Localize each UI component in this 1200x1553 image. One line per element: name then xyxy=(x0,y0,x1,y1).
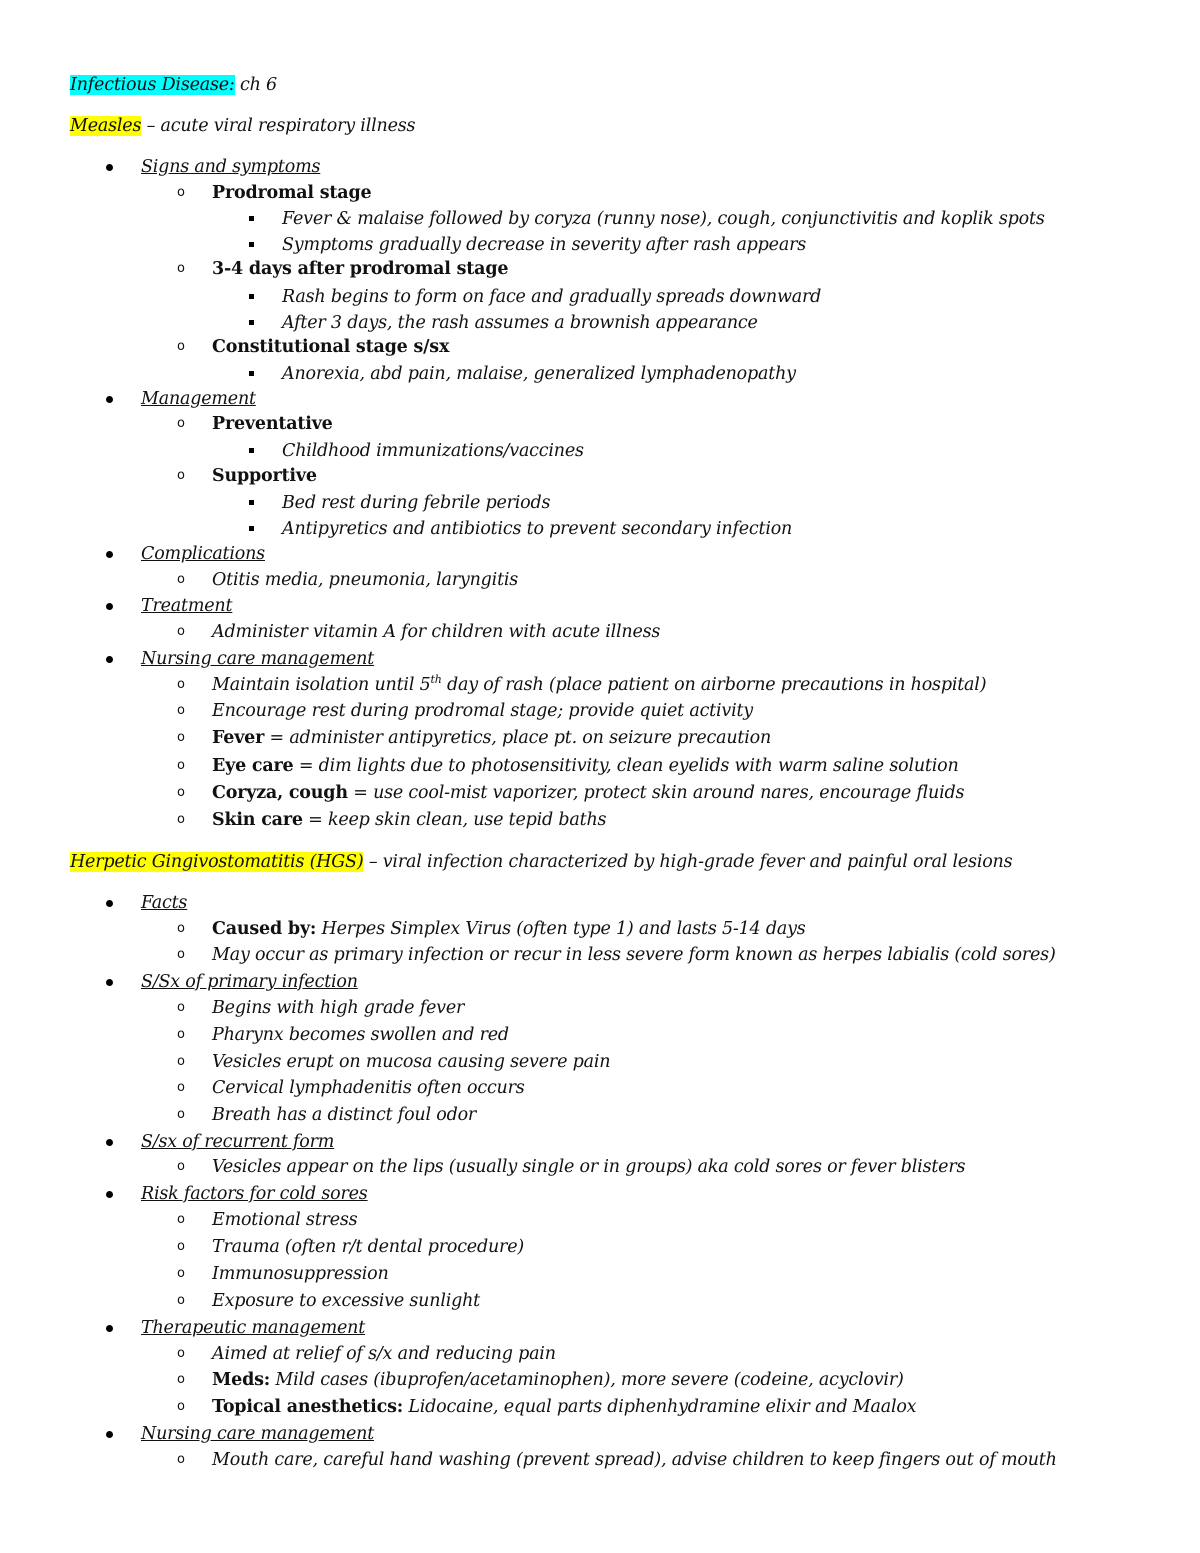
list-item: Immunosuppression xyxy=(212,1264,389,1284)
bullet-circle-icon: o xyxy=(177,1239,185,1254)
bullet-circle-icon: o xyxy=(177,416,185,431)
list-item: Anorexia, abd pain, malaise, generalized lymphadenopathy xyxy=(282,364,796,384)
list-item: Rash begins to form on face and gradually spreads downward xyxy=(282,287,822,307)
bullet-circle-icon: o xyxy=(177,468,185,483)
bullet-circle-icon: o xyxy=(177,1346,185,1361)
bullet-circle-icon: o xyxy=(177,758,185,773)
list-item: Mouth care, careful hand washing (prevent spread), advise children to keep fingers out of mouth xyxy=(212,1450,1057,1470)
caused-by-text: Herpes Simplex Virus (often type 1) and lasts 5-14 days xyxy=(316,919,806,939)
list-item: Breath has a distinct foul odor xyxy=(212,1105,477,1125)
document-title: Infectious Disease: xyxy=(70,75,235,95)
bullet-circle-icon: o xyxy=(177,1027,185,1042)
hgs-title: Herpetic Gingivostomatitis (HGS) xyxy=(70,852,364,872)
after-prodromal-label: 3-4 days after prodromal stage xyxy=(212,259,509,279)
bullet-square-icon xyxy=(249,294,254,299)
fever-label: Fever xyxy=(212,728,265,748)
list-item: After 3 days, the rash assumes a brownish appearance xyxy=(282,313,758,333)
bullet-circle-icon: o xyxy=(177,812,185,827)
measles-title: Measles xyxy=(70,116,142,136)
topical-anesthetics-label: Topical anesthetics: xyxy=(212,1397,403,1417)
bullet-circle-icon: o xyxy=(177,1212,185,1227)
hgs-description: – viral infection characterized by high-grade fever and painful oral lesions xyxy=(363,852,1013,872)
signs-symptoms-label: Signs and symptoms xyxy=(141,157,321,177)
list-item: Vesicles erupt on mucosa causing severe pain xyxy=(212,1052,611,1072)
list-item: Symptoms gradually decrease in severity after rash appears xyxy=(282,235,807,255)
recurrent-form-label: S/sx of recurrent form xyxy=(141,1132,335,1152)
bullet-circle-icon: o xyxy=(177,703,185,718)
management-label: Management xyxy=(141,389,256,409)
bullet-square-icon xyxy=(249,500,254,505)
list-item: Vesicles appear on the lips (usually single or in groups) aka cold sores or fever blisters xyxy=(212,1157,966,1177)
list-item: Bed rest during febrile periods xyxy=(282,493,551,513)
nursing-care-label: Nursing care management xyxy=(141,649,375,669)
chapter-label: ch 6 xyxy=(240,75,277,95)
bullet-dot-icon xyxy=(106,396,113,403)
coryza-text: = use cool-mist vaporizer, protect skin around nares, encourage fluids xyxy=(347,783,965,803)
list-item: Begins with high grade fever xyxy=(212,998,465,1018)
list-item: Emotional stress xyxy=(212,1210,358,1230)
bullet-dot-icon xyxy=(106,656,113,663)
bullet-circle-icon: o xyxy=(177,947,185,962)
bullet-dot-icon xyxy=(106,1191,113,1198)
coryza-label: Coryza, cough xyxy=(212,783,348,803)
list-item xyxy=(212,726,771,750)
treatment-label: Treatment xyxy=(141,596,233,616)
bullet-circle-icon: o xyxy=(177,1000,185,1015)
bullet-circle-icon: o xyxy=(177,1266,185,1281)
bullet-dot-icon xyxy=(106,900,113,907)
bullet-square-icon xyxy=(249,242,254,247)
list-item: Otitis media, pneumonia, laryngitis xyxy=(212,570,519,590)
isolation-text-rest: day of rash (place patient on airborne precautions in hospital) xyxy=(441,675,987,695)
bullet-circle-icon: o xyxy=(177,185,185,200)
bullet-circle-icon: o xyxy=(177,261,185,276)
bullet-square-icon xyxy=(249,526,254,531)
fever-text: = administer antipyretics, place pt. on seizure precaution xyxy=(264,728,772,748)
prodromal-stage-label: Prodromal stage xyxy=(212,183,372,203)
bullet-circle-icon: o xyxy=(177,1372,185,1387)
bullet-circle-icon: o xyxy=(177,677,185,692)
isolation-text: Maintain isolation until 5 xyxy=(212,675,431,695)
bullet-dot-icon xyxy=(106,603,113,610)
list-item xyxy=(212,673,986,697)
list-item: Antipyretics and antibiotics to prevent secondary infection xyxy=(282,519,793,539)
bullet-square-icon xyxy=(249,320,254,325)
eye-care-text: = dim lights due to photosensitivity, clean eyelids with warm saline solution xyxy=(293,756,959,776)
bullet-dot-icon xyxy=(106,1139,113,1146)
hgs-nursing-care-label: Nursing care management xyxy=(141,1424,375,1444)
bullet-circle-icon: o xyxy=(177,1080,185,1095)
skin-care-label: Skin care xyxy=(212,810,303,830)
bullet-circle-icon: o xyxy=(177,572,185,587)
preventative-label: Preventative xyxy=(212,414,333,434)
list-item: Cervical lymphadenitis often occurs xyxy=(212,1078,525,1098)
bullet-circle-icon: o xyxy=(177,1399,185,1414)
primary-infection-label: S/Sx of primary infection xyxy=(141,972,358,992)
bullet-dot-icon xyxy=(106,979,113,986)
list-item xyxy=(212,754,959,778)
topical-anesthetics-text: Lidocaine, equal parts diphenhydramine elixir and Maalox xyxy=(403,1397,917,1417)
list-item: Trauma (often r/t dental procedure) xyxy=(212,1237,524,1257)
list-item: May occur as primary infection or recur in less severe form known as herpes labialis (cold sores) xyxy=(212,945,1056,965)
list-item xyxy=(212,808,606,832)
meds-label: Meds: xyxy=(212,1370,271,1390)
bullet-circle-icon: o xyxy=(177,1293,185,1308)
supportive-label: Supportive xyxy=(212,466,317,486)
list-item: Pharynx becomes swollen and red xyxy=(212,1025,509,1045)
bullet-circle-icon: o xyxy=(177,1159,185,1174)
list-item: Childhood immunizations/vaccines xyxy=(282,441,584,461)
complications-label: Complications xyxy=(141,544,265,564)
list-item xyxy=(212,781,964,805)
bullet-dot-icon xyxy=(106,164,113,171)
bullet-circle-icon: o xyxy=(177,921,185,936)
bullet-circle-icon: o xyxy=(177,624,185,639)
list-item: Fever & malaise followed by coryza (runny nose), cough, conjunctivitis and koplik spots xyxy=(282,209,1045,229)
list-item: Aimed at relief of s/x and reducing pain xyxy=(212,1344,556,1364)
meds-text: Mild cases (ibuprofen/acetaminophen), more severe (codeine, acyclovir) xyxy=(270,1370,904,1390)
bullet-circle-icon: o xyxy=(177,730,185,745)
bullet-circle-icon: o xyxy=(177,1107,185,1122)
bullet-dot-icon xyxy=(106,1325,113,1332)
list-item: Encourage rest during prodromal stage; provide quiet activity xyxy=(212,701,753,721)
list-item: Administer vitamin A for children with acute illness xyxy=(212,622,661,642)
bullet-dot-icon xyxy=(106,551,113,558)
superscript-th: th xyxy=(430,673,442,687)
bullet-circle-icon: o xyxy=(177,785,185,800)
bullet-square-icon xyxy=(249,448,254,453)
bullet-circle-icon: o xyxy=(177,1054,185,1069)
list-item xyxy=(212,1395,916,1419)
measles-heading xyxy=(70,114,415,138)
measles-description: – acute viral respiratory illness xyxy=(146,116,416,136)
list-item: Exposure to excessive sunlight xyxy=(212,1291,481,1311)
bullet-dot-icon xyxy=(106,1431,113,1438)
facts-label: Facts xyxy=(141,893,188,913)
list-item xyxy=(212,1368,904,1392)
constitutional-stage-label: Constitutional stage s/sx xyxy=(212,337,450,357)
skin-care-text: = keep skin clean, use tepid baths xyxy=(302,810,607,830)
bullet-square-icon xyxy=(249,216,254,221)
bullet-square-icon xyxy=(249,371,254,376)
bullet-circle-icon: o xyxy=(177,339,185,354)
hgs-heading xyxy=(70,850,1012,874)
therapeutic-management-label: Therapeutic management xyxy=(141,1318,366,1338)
risk-factors-label: Risk factors for cold sores xyxy=(141,1184,368,1204)
list-item xyxy=(212,917,806,941)
bullet-circle-icon: o xyxy=(177,1452,185,1467)
eye-care-label: Eye care xyxy=(212,756,294,776)
document-header xyxy=(70,73,277,97)
caused-by-label: Caused by: xyxy=(212,919,317,939)
